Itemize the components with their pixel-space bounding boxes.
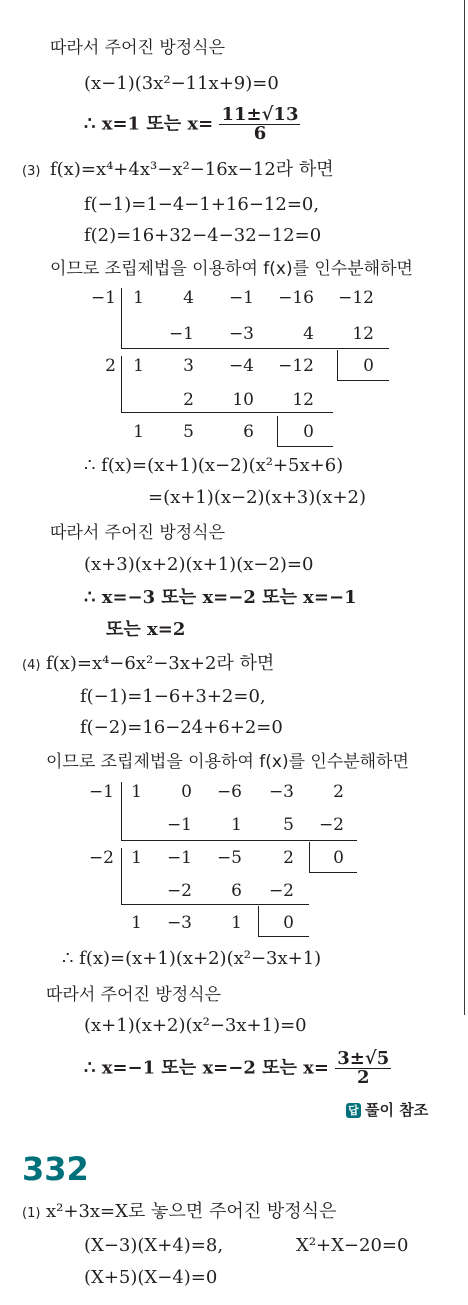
table-cell: −3 — [268, 782, 294, 802]
table-rule — [277, 416, 278, 446]
table-cell: −3 — [228, 324, 254, 344]
table-cell: −2 — [88, 848, 114, 868]
table-rule — [121, 348, 389, 349]
equation: (X−3)(X+4)=8, — [84, 1235, 224, 1256]
equation: x²+3x=X로 놓으면 주어진 방정식은 — [46, 1201, 337, 1222]
sub-label: (4) — [22, 658, 41, 673]
problem-number: 332 — [22, 1150, 89, 1188]
fraction — [219, 106, 300, 143]
table-rule — [121, 412, 333, 413]
table-cell: 1 — [131, 913, 142, 933]
equation: f(x)=x⁴+4x³−x²−16x−12라 하면 — [50, 159, 334, 180]
table-cell: 5 — [283, 815, 294, 835]
table-rule — [309, 842, 310, 872]
fraction-denominator: 2 — [357, 1067, 370, 1088]
table-cell: −1 — [88, 782, 114, 802]
text-line: 이므로 조립제법을 이용하여 f(x)를 인수분해하면 — [50, 259, 413, 279]
fraction — [335, 1050, 391, 1087]
answer-line: 또는 x=2 — [106, 619, 186, 640]
table-cell: −1 — [228, 288, 254, 308]
text-line: 따라서 주어진 방정식은 — [46, 985, 222, 1005]
text-line: 이므로 조립제법을 이용하여 f(x)를 인수분해하면 — [46, 752, 409, 772]
table-rule — [121, 904, 309, 905]
table-cell: −1 — [90, 288, 116, 308]
table-cell: 0 — [303, 422, 314, 442]
table-cell: 5 — [183, 422, 194, 442]
sub-label: (1) — [22, 1206, 41, 1221]
equation: f(x)=x⁴−6x²−3x+2라 하면 — [46, 653, 275, 674]
answer-badge-icon: 답 — [346, 1103, 361, 1118]
table-cell: 0 — [333, 848, 344, 868]
fraction-numerator: 3±√5 — [337, 1048, 390, 1069]
fraction-denominator: 6 — [253, 123, 267, 144]
table-cell: 10 — [232, 390, 254, 410]
right-margin-rule — [464, 0, 466, 1015]
equation: (x+3)(x+2)(x+1)(x−2)=0 — [84, 554, 314, 575]
table-cell: −2 — [318, 815, 344, 835]
answer-text: ∴ x=1 또는 x= — [84, 113, 214, 135]
table-cell: 1 — [133, 422, 144, 442]
equation: (x+1)(x+2)(x²−3x+1)=0 — [84, 1015, 307, 1036]
text-line: 따라서 주어진 방정식은 — [50, 38, 226, 58]
table-rule — [258, 936, 309, 937]
answer-line — [84, 1050, 391, 1087]
equation: =(x+1)(x−2)(x+3)(x+2) — [148, 487, 367, 508]
fraction-numerator: 11±√13 — [221, 104, 299, 125]
equation: X²+X−20=0 — [296, 1235, 409, 1256]
table-cell: 0 — [363, 356, 374, 376]
equation: ∴ f(x)=(x+1)(x−2)(x²+5x+6) — [84, 455, 344, 476]
equation: f(−2)=16−24+6+2=0 — [80, 717, 283, 738]
table-cell: −4 — [228, 356, 254, 376]
table-cell: −16 — [278, 288, 314, 308]
table-cell: 1 — [231, 815, 242, 835]
table-rule — [309, 872, 357, 873]
answer-line: ∴ x=−3 또는 x=−2 또는 x=−1 — [84, 587, 357, 608]
equation: (x−1)(3x²−11x+9)=0 — [84, 73, 279, 94]
table-cell: 0 — [181, 782, 192, 802]
answer-note — [346, 1098, 428, 1122]
table-rule — [258, 906, 259, 936]
equation: (X+5)(X−4)=0 — [84, 1267, 218, 1288]
table-rule — [337, 350, 338, 380]
answer-line — [84, 106, 300, 143]
table-rule — [121, 782, 122, 840]
table-cell: −2 — [268, 881, 294, 901]
table-cell: 1 — [231, 913, 242, 933]
table-cell: 0 — [283, 913, 294, 933]
text-line: 따라서 주어진 방정식은 — [50, 523, 226, 543]
table-cell: 4 — [183, 288, 194, 308]
table-cell: 6 — [243, 422, 254, 442]
table-cell: 1 — [133, 288, 144, 308]
equation: f(−1)=1−4−1+16−12=0, — [84, 194, 320, 215]
table-rule — [121, 356, 122, 412]
table-rule — [121, 840, 357, 841]
table-cell: 12 — [292, 390, 314, 410]
table-cell: 2 — [283, 848, 294, 868]
equation: f(−1)=1−6+3+2=0, — [80, 686, 266, 707]
table-cell: 2 — [105, 356, 116, 376]
table-cell: 6 — [231, 881, 242, 901]
table-cell: −2 — [166, 881, 192, 901]
table-cell: −3 — [166, 913, 192, 933]
table-cell: 2 — [333, 782, 344, 802]
table-cell: 4 — [303, 324, 314, 344]
answer-note-text: 풀이 참조 — [365, 1101, 429, 1119]
table-cell: −1 — [168, 324, 194, 344]
table-cell: 1 — [131, 782, 142, 802]
table-cell: 3 — [183, 356, 194, 376]
table-cell: 1 — [131, 848, 142, 868]
table-cell: 12 — [352, 324, 374, 344]
table-cell: −6 — [216, 782, 242, 802]
sub-label: (3) — [22, 164, 41, 179]
table-cell: −12 — [278, 356, 314, 376]
table-rule — [121, 288, 122, 348]
table-cell: −12 — [338, 288, 374, 308]
table-cell: 2 — [183, 390, 194, 410]
equation: ∴ f(x)=(x+1)(x+2)(x²−3x+1) — [62, 948, 322, 969]
answer-text: ∴ x=−1 또는 x=−2 또는 x= — [84, 1057, 329, 1079]
table-rule — [121, 848, 122, 904]
table-cell: −1 — [166, 848, 192, 868]
table-cell: 1 — [133, 356, 144, 376]
table-rule — [337, 380, 389, 381]
table-cell: −1 — [166, 815, 192, 835]
table-cell: −5 — [216, 848, 242, 868]
table-rule — [277, 446, 333, 447]
equation: f(2)=16+32−4−32−12=0 — [84, 225, 322, 246]
